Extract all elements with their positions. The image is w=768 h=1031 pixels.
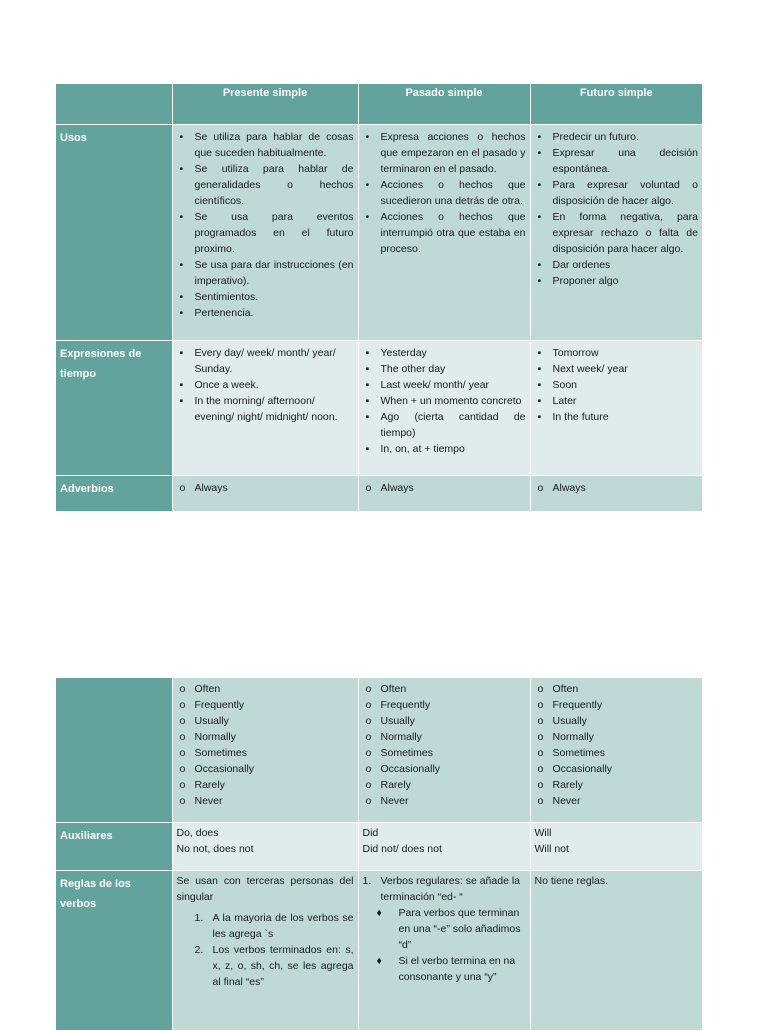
row-label-expresiones: Expresiones de tiempo bbox=[56, 341, 172, 476]
expresiones-futuro bbox=[530, 341, 702, 476]
list-item: • Pertenencia. bbox=[179, 307, 254, 319]
circle-bullet-icon: o bbox=[179, 683, 186, 695]
list-item: o Never bbox=[537, 795, 581, 807]
square-bullet-icon: ▪ bbox=[179, 395, 184, 407]
list-item: o Often bbox=[179, 683, 221, 695]
row-reglas bbox=[56, 870, 702, 1030]
circle-bullet-icon: o bbox=[179, 779, 186, 791]
circle-bullet-icon: o bbox=[179, 747, 186, 759]
circle-bullet-icon: o bbox=[179, 699, 186, 711]
row-auxiliares bbox=[56, 822, 702, 870]
list-item: • En forma negativa, para expresar rechazo o falta de disposición para hacer algo. bbox=[537, 211, 698, 255]
list-item: o Normally bbox=[365, 731, 422, 743]
tenses-table-bottom bbox=[56, 678, 702, 1031]
list-item: • Se utiliza para hablar de cosas que suceden habitualmente. bbox=[179, 131, 354, 159]
list-item: o Frequently bbox=[537, 699, 603, 711]
list-item: ♦ Para verbos que terminan en una “-e” solo añadimos “d” bbox=[376, 906, 521, 951]
reglas-presente: Se usan con terceras personas del singular 1. A la mayoria de los verbos se les agrega `s 2. Los verbos terminados en: s, x, z, o, sh, ch, se les agrega al final “es” bbox=[172, 870, 358, 1030]
adverbios-cont-pasado bbox=[358, 678, 530, 822]
expresiones-pasado bbox=[358, 341, 530, 476]
list-item: o Often bbox=[365, 683, 407, 695]
row-adverbios-cont bbox=[56, 678, 702, 822]
list-item: o Rarely bbox=[537, 779, 583, 791]
list-item: • Se usa para eventos programados en el futuro proximo. bbox=[179, 211, 354, 255]
list-item: ▪ Tomorrow bbox=[537, 347, 599, 359]
list-item: • Proponer algo bbox=[537, 275, 619, 287]
list-item: ▪ Ago (cierta cantidad de tiempo) bbox=[365, 411, 526, 439]
list-item: o Often bbox=[537, 683, 579, 695]
list-item: • Predecir un futuro. bbox=[537, 131, 639, 143]
list-item: o Frequently bbox=[179, 699, 245, 711]
reglas-futuro: No tiene reglas. bbox=[530, 870, 702, 1030]
header-presente: Presente simple bbox=[172, 84, 358, 125]
list-item: 1. A la mayoria de los verbos se les agrega `s bbox=[194, 911, 354, 940]
bullet-icon: • bbox=[179, 307, 184, 319]
list-item: ▪ Every day/ week/ month/ year/ Sunday. bbox=[179, 347, 336, 375]
bullet-icon: • bbox=[179, 211, 184, 223]
circle-bullet-icon: o bbox=[365, 482, 372, 494]
adverbios-cont-presente bbox=[172, 678, 358, 822]
list-item: o Occasionally bbox=[179, 763, 255, 775]
circle-bullet-icon: o bbox=[537, 731, 544, 743]
list-item: o Sometimes bbox=[365, 747, 434, 759]
square-bullet-icon: ▪ bbox=[537, 411, 542, 423]
square-bullet-icon: ▪ bbox=[365, 347, 370, 359]
list-item: 2. Los verbos terminados en: s, x, z, o, sh, ch, se les agrega al final “es” bbox=[194, 943, 354, 988]
list-item: o Sometimes bbox=[537, 747, 606, 759]
adverbios-presente bbox=[172, 476, 358, 512]
list-item: • Se utiliza para hablar de generalidades o hechos científicos. bbox=[179, 163, 354, 207]
bullet-icon: • bbox=[537, 275, 542, 287]
square-bullet-icon: ▪ bbox=[365, 411, 370, 423]
bullet-icon: • bbox=[179, 163, 184, 175]
usos-futuro bbox=[530, 125, 702, 341]
list-item: • Sentimientos. bbox=[179, 291, 259, 303]
list-item: o Usually bbox=[537, 715, 587, 727]
circle-bullet-icon: o bbox=[179, 763, 186, 775]
circle-bullet-icon: o bbox=[537, 795, 544, 807]
bullet-icon: • bbox=[179, 131, 184, 143]
row-label-usos: Usos bbox=[56, 125, 172, 341]
square-bullet-icon: ▪ bbox=[537, 395, 542, 407]
bullet-icon: • bbox=[537, 211, 542, 223]
bullet-icon: • bbox=[365, 179, 370, 191]
circle-bullet-icon: o bbox=[179, 731, 186, 743]
list-item: o Usually bbox=[179, 715, 229, 727]
list-item: o Occasionally bbox=[365, 763, 441, 775]
list-item: o Always bbox=[179, 482, 228, 494]
circle-bullet-icon: o bbox=[537, 715, 544, 727]
diamond-bullet-icon: ♦ bbox=[376, 906, 382, 919]
auxiliares-futuro: Will Will not bbox=[530, 822, 702, 870]
header-row bbox=[56, 84, 702, 125]
circle-bullet-icon: o bbox=[365, 779, 372, 791]
circle-bullet-icon: o bbox=[365, 731, 372, 743]
list-item: • Acciones o hechos que sucedieron una detrás de otra. bbox=[365, 179, 526, 207]
row-label-reglas: Reglas de los verbos bbox=[56, 870, 172, 1030]
list-item: ♦ Si el verbo termina en na consonante y una “y” bbox=[376, 954, 516, 983]
list-item: o Sometimes bbox=[179, 747, 248, 759]
list-item: 1. Verbos regulares: se añade la terminación “ed- “ ♦ Para verbos que terminan en una “-e” solo añadimos “d” ♦ Si el verbo termina en na consonante y una “y” bbox=[363, 873, 526, 985]
square-bullet-icon: ▪ bbox=[365, 395, 370, 407]
bullet-icon: • bbox=[179, 291, 184, 303]
circle-bullet-icon: o bbox=[537, 747, 544, 759]
circle-bullet-icon: o bbox=[365, 795, 372, 807]
list-item: ▪ In the future bbox=[537, 411, 609, 423]
list-item: o Normally bbox=[179, 731, 236, 743]
list-item: o Frequently bbox=[365, 699, 431, 711]
circle-bullet-icon: o bbox=[179, 482, 186, 494]
list-item: ▪ Later bbox=[537, 395, 577, 407]
list-item: • Acciones o hechos que interrumpió otra que estaba en proceso. bbox=[365, 211, 526, 255]
row-usos bbox=[56, 125, 702, 341]
reglas-pasado bbox=[358, 870, 530, 1030]
bullet-icon: • bbox=[365, 211, 370, 223]
bullet-icon: • bbox=[537, 259, 542, 271]
expresiones-presente bbox=[172, 341, 358, 476]
row-label-auxiliares: Auxiliares bbox=[56, 822, 172, 870]
row-label-empty bbox=[56, 678, 172, 822]
list-item: ▪ When + un momento concreto bbox=[365, 395, 522, 407]
list-item: ▪ Soon bbox=[537, 379, 578, 391]
list-item: • Dar ordenes bbox=[537, 259, 611, 271]
usos-pasado bbox=[358, 125, 530, 341]
header-pasado: Pasado simple bbox=[358, 84, 530, 125]
list-item: o Normally bbox=[537, 731, 594, 743]
bullet-icon: • bbox=[179, 259, 184, 271]
circle-bullet-icon: o bbox=[365, 683, 372, 695]
list-item: • Expresar una decisión espontánea. bbox=[537, 147, 698, 175]
list-item: o Rarely bbox=[365, 779, 411, 791]
circle-bullet-icon: o bbox=[365, 747, 372, 759]
square-bullet-icon: ▪ bbox=[537, 347, 542, 359]
adverbios-pasado bbox=[358, 476, 530, 512]
list-item: o Always bbox=[365, 482, 414, 494]
bullet-icon: • bbox=[537, 179, 542, 191]
square-bullet-icon: ▪ bbox=[179, 347, 184, 359]
square-bullet-icon: ▪ bbox=[537, 363, 542, 375]
list-item: • Se usa para dar instrucciones (en imperativo). bbox=[179, 259, 354, 287]
list-item: o Usually bbox=[365, 715, 415, 727]
list-item: ▪ Next week/ year bbox=[537, 363, 628, 375]
circle-bullet-icon: o bbox=[537, 699, 544, 711]
row-expresiones bbox=[56, 341, 702, 476]
square-bullet-icon: ▪ bbox=[365, 379, 370, 391]
square-bullet-icon: ▪ bbox=[365, 443, 370, 455]
list-item: ▪ Last week/ month/ year bbox=[365, 379, 490, 391]
circle-bullet-icon: o bbox=[365, 715, 372, 727]
circle-bullet-icon: o bbox=[179, 715, 186, 727]
square-bullet-icon: ▪ bbox=[365, 363, 370, 375]
list-item: ▪ In, on, at + tiempo bbox=[365, 443, 465, 455]
tenses-table-top bbox=[56, 84, 702, 512]
list-item: o Always bbox=[537, 482, 586, 494]
diamond-bullet-icon: ♦ bbox=[376, 954, 382, 967]
circle-bullet-icon: o bbox=[537, 482, 544, 494]
circle-bullet-icon: o bbox=[365, 699, 372, 711]
circle-bullet-icon: o bbox=[179, 795, 186, 807]
header-futuro: Futuro simple bbox=[530, 84, 702, 125]
list-item: • Expresa acciones o hechos que empezaron en el pasado y terminaron en el pasado. bbox=[365, 131, 526, 175]
list-item: o Never bbox=[365, 795, 409, 807]
list-item: ▪ Once a week. bbox=[179, 379, 259, 391]
row-adverbios bbox=[56, 476, 702, 512]
adverbios-cont-futuro bbox=[530, 678, 702, 822]
square-bullet-icon: ▪ bbox=[179, 379, 184, 391]
auxiliares-pasado: Did Did not/ does not bbox=[358, 822, 530, 870]
row-label-adverbios: Adverbios bbox=[56, 476, 172, 512]
list-item: ▪ Yesterday bbox=[365, 347, 427, 359]
list-item: ▪ The other day bbox=[365, 363, 446, 375]
bullet-icon: • bbox=[365, 131, 370, 143]
auxiliares-presente: Do, does No not, does not bbox=[172, 822, 358, 870]
list-item: • Para expresar voluntad o disposición de hacer algo. bbox=[537, 179, 698, 207]
bullet-icon: • bbox=[537, 147, 542, 159]
list-item: o Rarely bbox=[179, 779, 225, 791]
circle-bullet-icon: o bbox=[537, 683, 544, 695]
header-empty bbox=[56, 84, 172, 125]
list-item: o Occasionally bbox=[537, 763, 613, 775]
list-item: o Never bbox=[179, 795, 223, 807]
list-item: ▪ In the morning/ afternoon/ evening/ night/ midnight/ noon. bbox=[179, 395, 338, 423]
bullet-icon: • bbox=[537, 131, 542, 143]
circle-bullet-icon: o bbox=[537, 779, 544, 791]
circle-bullet-icon: o bbox=[365, 763, 372, 775]
square-bullet-icon: ▪ bbox=[537, 379, 542, 391]
adverbios-futuro bbox=[530, 476, 702, 512]
circle-bullet-icon: o bbox=[537, 763, 544, 775]
usos-presente bbox=[172, 125, 358, 341]
